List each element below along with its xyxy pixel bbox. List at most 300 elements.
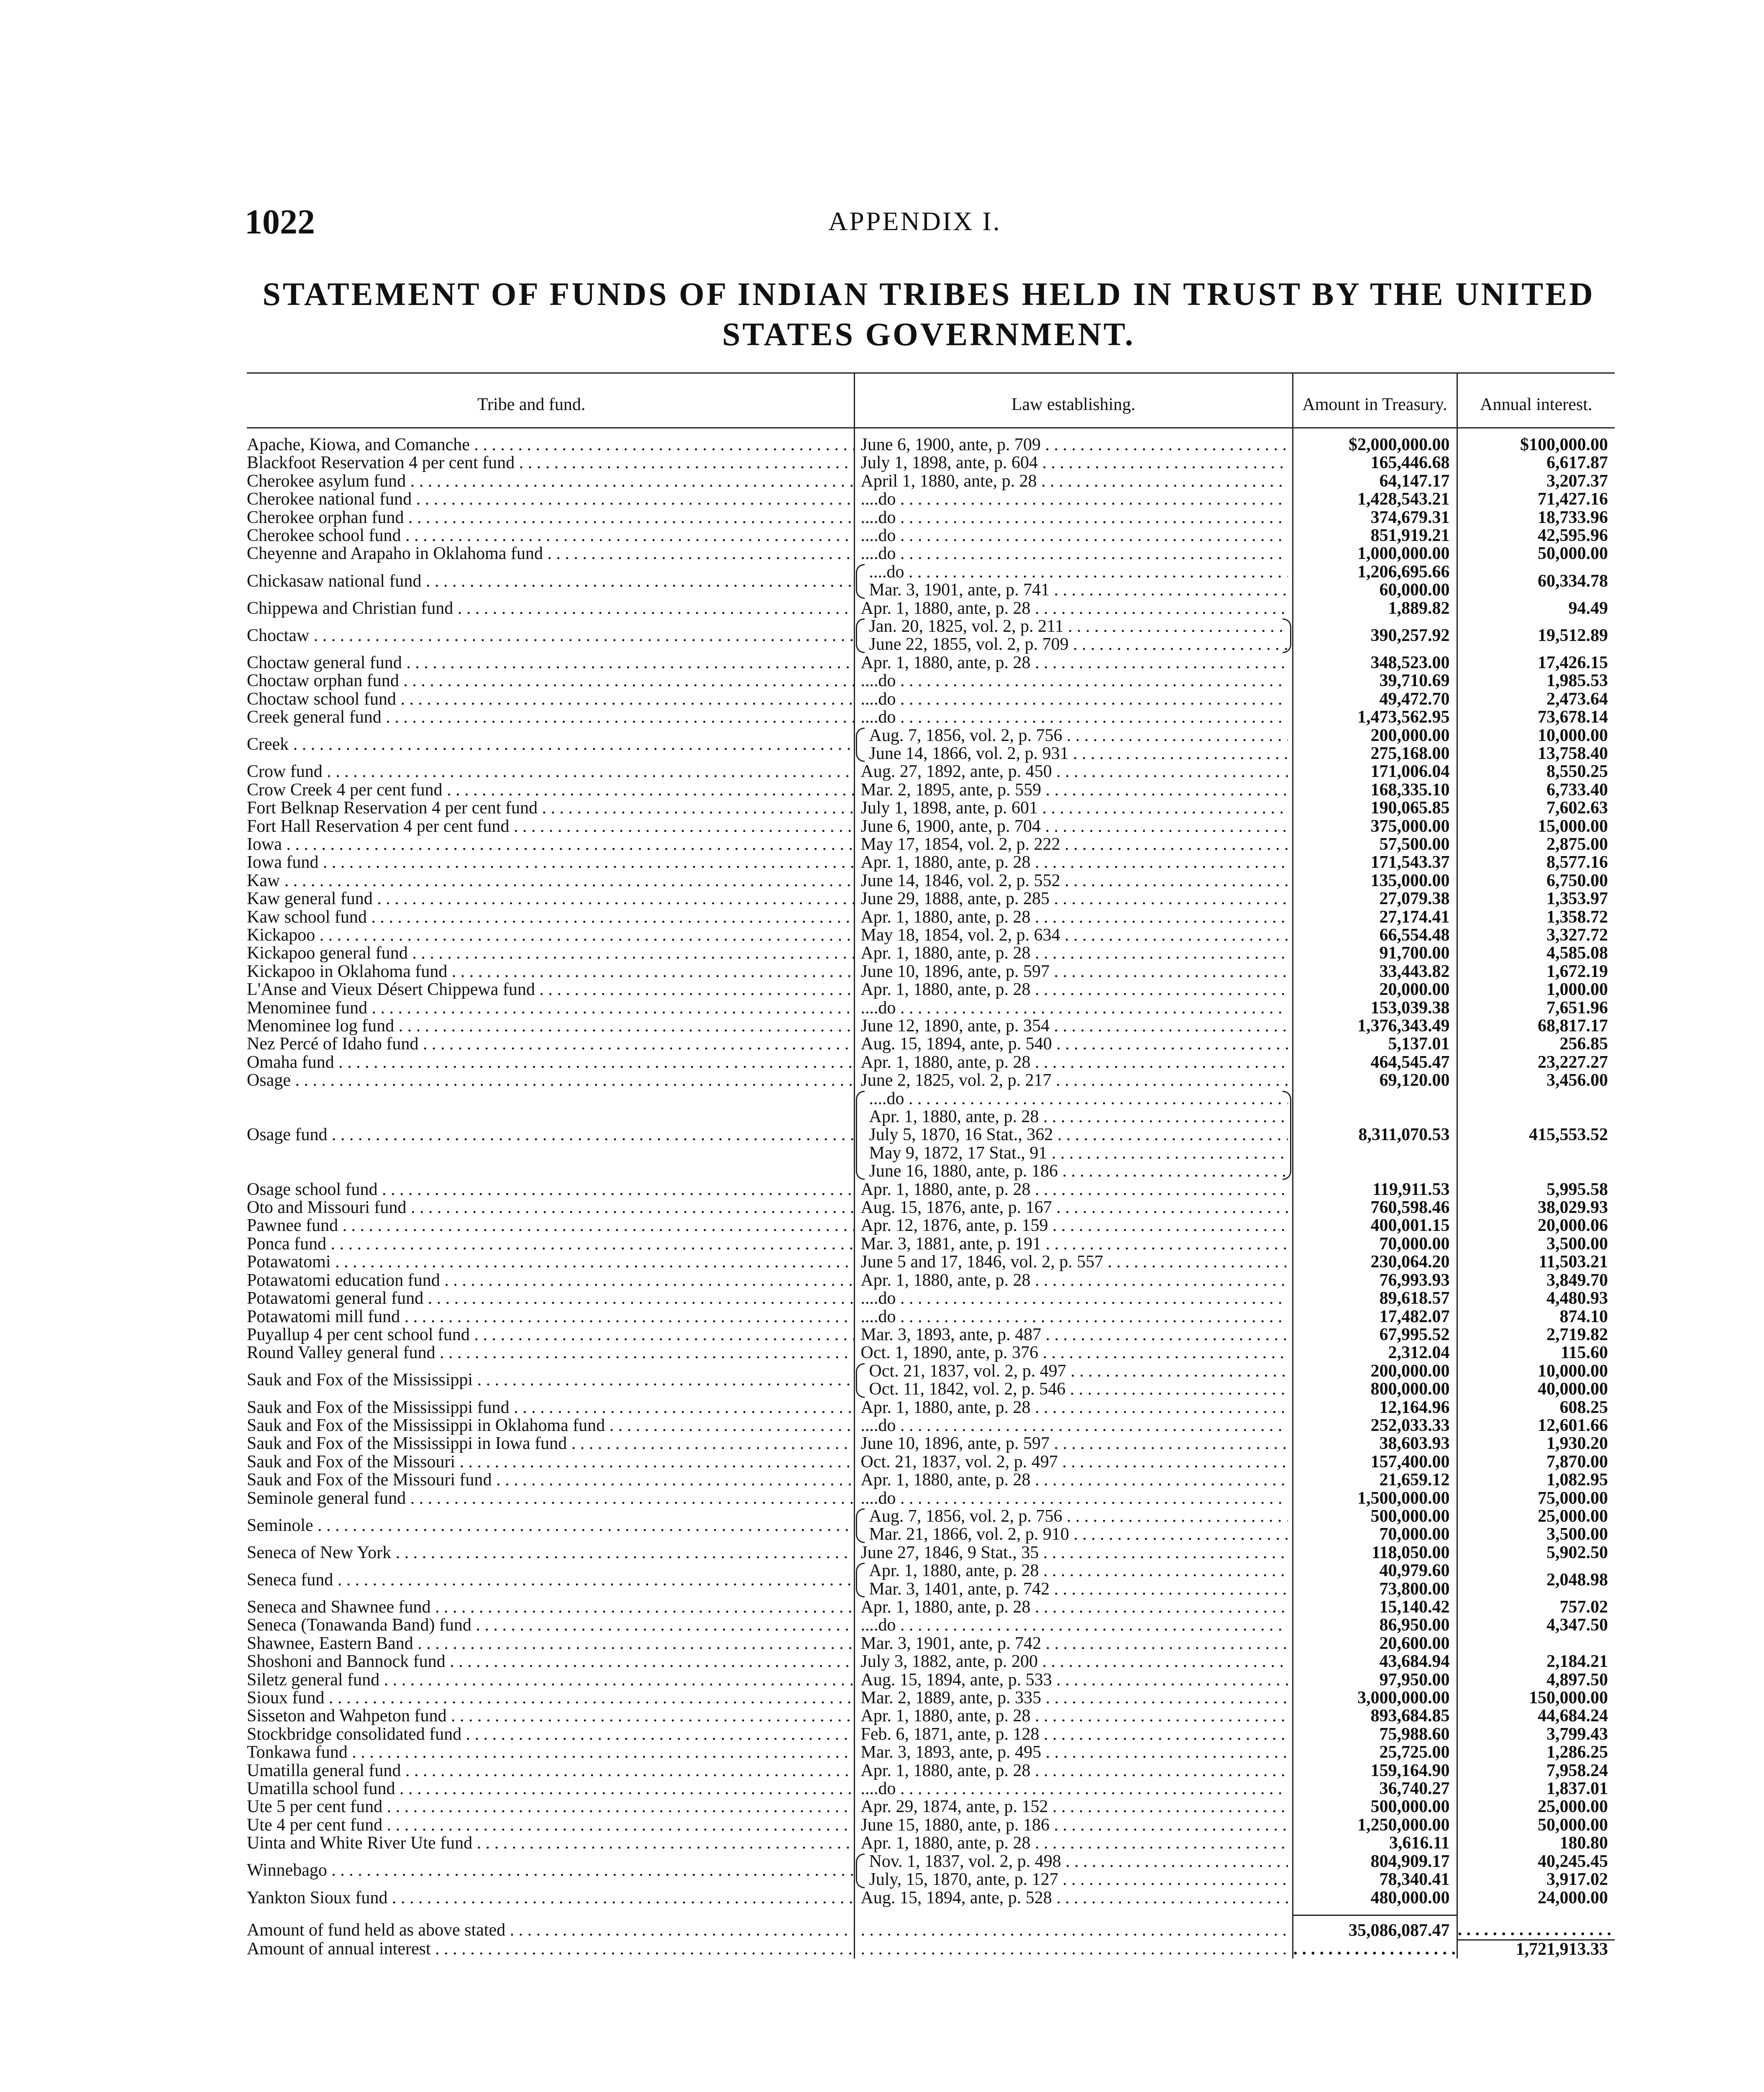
annual-interest: 8,577.16: [1457, 854, 1615, 872]
law-citation: Aug. 15, 1876, ante, p. 167 . . .: [861, 1199, 1288, 1217]
law-citation: ....do . . .: [861, 1490, 1288, 1507]
law-cell: [854, 981, 1293, 999]
law-citation: Apr. 1, 1880, ante, p. 28 . . .: [861, 1399, 1288, 1417]
law-citation: July 3, 1882, ante, p. 200 . . .: [861, 1653, 1288, 1671]
annual-interest: 3,799.43: [1457, 1725, 1615, 1743]
table-row: [247, 1635, 1615, 1653]
tribe-name: Kaw school fund . . .: [247, 908, 854, 926]
annual-interest: 1,358.72: [1457, 908, 1615, 926]
annual-interest: 608.25: [1457, 1399, 1615, 1417]
law-citation: June 27, 1846, 9 Stat., 35 . . .: [861, 1544, 1288, 1562]
law-citation: June 6, 1900, ante, p. 709 . . .: [861, 436, 1288, 454]
table-row: [247, 1253, 1615, 1271]
annual-interest: 4,347.50: [1457, 1616, 1615, 1634]
law-cell: [854, 527, 1293, 545]
amount-in-treasury: 86,950.00: [1293, 1616, 1457, 1634]
law-cell: [854, 1671, 1293, 1689]
law-cell: [854, 454, 1293, 472]
tribe-name: Seneca and Shawnee fund . . .: [247, 1598, 854, 1616]
annual-interest: 1,082.95: [1457, 1471, 1615, 1489]
law-cell: [854, 1217, 1293, 1235]
amount-in-treasury: 3,000,000.00: [1293, 1689, 1457, 1707]
annual-interest: 180.80: [1457, 1834, 1615, 1852]
page-title: STATEMENT OF FUNDS OF INDIAN TRIBES HELD IN TRUST BY THE UNITED STATES GOVERNMENT.: [262, 276, 1595, 352]
annual-interest: 6,733.40: [1457, 781, 1615, 799]
law-citation: Apr. 1, 1880, ante, p. 28 . . .: [861, 1181, 1288, 1199]
table-row: [247, 1181, 1615, 1199]
amount-in-treasury: 190,065.85: [1293, 799, 1457, 817]
amount-in-treasury: 1,206,695.66 60,000.00: [1293, 563, 1457, 600]
law-citation: Apr. 1, 1880, ante, p. 28 . . .: [861, 1834, 1288, 1852]
table-header-row: [247, 373, 1615, 428]
law-cell: [854, 1017, 1293, 1035]
law-citation: ....do . . .: [861, 708, 1288, 726]
table-row: [247, 781, 1615, 799]
annual-interest: 3,327.72: [1457, 926, 1615, 944]
total-held-label: Amount of fund held as above stated . . .: [247, 1915, 854, 1940]
table-row: [247, 727, 1615, 763]
tribe-name: Kickapoo . . .: [247, 926, 854, 944]
law-cell: [854, 1453, 1293, 1471]
annual-interest: 2,875.00: [1457, 836, 1615, 854]
col-header-law: Law establishing.: [854, 373, 1293, 428]
law-cell: [854, 1054, 1293, 1072]
annual-interest: 1,353.97: [1457, 890, 1615, 908]
table-row: [247, 799, 1615, 817]
table-row: [247, 1344, 1615, 1362]
tribe-name: Choctaw . . .: [247, 618, 854, 654]
amount-in-treasury: 17,482.07: [1293, 1308, 1457, 1326]
law-cell: [854, 799, 1293, 817]
law-cell: [854, 1290, 1293, 1308]
law-citation: June 14, 1846, vol. 2, p. 552 . . .: [861, 872, 1288, 890]
law-citation: Apr. 1, 1880, ante, p. 28 . . .: [861, 1272, 1288, 1290]
annual-interest: 4,480.93: [1457, 1290, 1615, 1308]
tribe-name: Seneca of New York . . .: [247, 1544, 854, 1562]
brace-left: [856, 564, 865, 599]
amount-in-treasury: 27,079.38: [1293, 890, 1457, 908]
law-citation: Mar. 3, 1901, ante, p. 742 . . .: [861, 1635, 1288, 1653]
amount-in-treasury: 40,979.60 73,800.00: [1293, 1562, 1457, 1598]
header-spacer: [247, 428, 1615, 436]
law-citation: Nov. 1, 1837, vol. 2, p. 498 . . .: [861, 1853, 1288, 1871]
law-citation: Apr. 1, 1880, ante, p. 28 . . .: [861, 1762, 1288, 1780]
tribe-name: Seminole general fund . . .: [247, 1490, 854, 1507]
annual-interest: 4,897.50: [1457, 1671, 1615, 1689]
amount-in-treasury: 893,684.85: [1293, 1707, 1457, 1725]
tribe-name: Menominee log fund . . .: [247, 1017, 854, 1035]
law-cell: [854, 1181, 1293, 1199]
law-citation: Aug. 15, 1894, ante, p. 540 . . .: [861, 1035, 1288, 1053]
law-citation: ....do . . .: [861, 509, 1288, 527]
annual-interest: 115.60: [1457, 1344, 1615, 1362]
law-citation: Mar. 3, 1881, ante, p. 191 . . .: [861, 1235, 1288, 1253]
brace-left: [856, 1508, 865, 1543]
law-cell: [854, 1507, 1293, 1544]
law-cell: [854, 1743, 1293, 1761]
table-row: [247, 1417, 1615, 1435]
law-citation: Apr. 1, 1880, ante, p. 28 . . .: [861, 654, 1288, 672]
amount-in-treasury: 375,000.00: [1293, 818, 1457, 836]
tribe-name: Cherokee asylum fund . . .: [247, 472, 854, 490]
tribe-name: Sauk and Fox of the Mississippi in Iowa fund . . .: [247, 1435, 854, 1453]
table-row: [247, 1362, 1615, 1399]
law-cell: [854, 1235, 1293, 1253]
annual-interest: 757.02: [1457, 1598, 1615, 1616]
annual-interest: 10,000.00 40,000.00: [1457, 1362, 1615, 1399]
amount-in-treasury: 851,919.21: [1293, 527, 1457, 545]
annual-interest: 17,426.15: [1457, 654, 1615, 672]
law-cell: [854, 999, 1293, 1017]
tribe-name: Ponca fund . . .: [247, 1235, 854, 1253]
amount-in-treasury: 168,335.10: [1293, 781, 1457, 799]
table-row: [247, 1090, 1615, 1181]
law-citation: ....do . . .: [861, 545, 1288, 563]
amount-in-treasury: 67,995.52: [1293, 1326, 1457, 1344]
tribe-name: Uinta and White River Ute fund . . .: [247, 1834, 854, 1852]
total-interest-row: [247, 1940, 1615, 1959]
law-cell: [854, 1544, 1293, 1562]
amount-in-treasury: 75,988.60: [1293, 1725, 1457, 1743]
tribe-name: Creek general fund . . .: [247, 708, 854, 726]
amount-in-treasury: 159,164.90: [1293, 1762, 1457, 1780]
law-cell: [854, 1889, 1293, 1907]
amount-in-treasury: 64,147.17: [1293, 472, 1457, 490]
annual-interest: $100,000.00: [1457, 436, 1615, 454]
law-citation: Aug. 15, 1894, ante, p. 528 . . .: [861, 1889, 1288, 1907]
table-row: [247, 1471, 1615, 1489]
tribe-name: Yankton Sioux fund . . .: [247, 1889, 854, 1907]
law-citation: Apr. 1, 1880, ante, p. 28 . . .: [861, 1562, 1288, 1580]
law-citation: Apr. 1, 1880, ante, p. 28 . . .: [861, 854, 1288, 872]
annual-interest: 4,585.08: [1457, 944, 1615, 962]
law-cell: [854, 1816, 1293, 1834]
law-citation: Apr. 1, 1880, ante, p. 28 . . .: [861, 1108, 1288, 1126]
tribe-name: Kickapoo in Oklahoma fund . . .: [247, 963, 854, 981]
annual-interest: 44,684.24: [1457, 1707, 1615, 1725]
law-citation: June 10, 1896, ante, p. 597 . . .: [861, 963, 1288, 981]
law-citation: Aug. 7, 1856, vol. 2, p. 756 . . .: [861, 1507, 1288, 1525]
law-cell: [854, 1362, 1293, 1399]
annual-interest: 18,733.96: [1457, 509, 1615, 527]
table-row: [247, 1725, 1615, 1743]
law-cell: [854, 708, 1293, 726]
table-row: [247, 1272, 1615, 1290]
annual-interest: 94.49: [1457, 600, 1615, 618]
law-citation: Mar. 21, 1866, vol. 2, p. 910 . . .: [861, 1525, 1288, 1543]
tribe-name: Ute 5 per cent fund . . .: [247, 1798, 854, 1816]
law-cell: [854, 1399, 1293, 1417]
law-cell: [854, 1689, 1293, 1707]
annual-interest: 1,837.01: [1457, 1780, 1615, 1798]
law-citation: July 5, 1870, 16 Stat., 362 . . .: [861, 1126, 1288, 1144]
total-interest-amount-blank: [1293, 1940, 1457, 1959]
brace-left: [856, 1363, 865, 1398]
tribe-name: Choctaw school fund . . .: [247, 690, 854, 708]
tribe-name: Osage fund . . .: [247, 1090, 854, 1181]
law-cell: [854, 690, 1293, 708]
law-cell: [854, 1253, 1293, 1271]
amount-in-treasury: 348,523.00: [1293, 654, 1457, 672]
amount-in-treasury: 165,446.68: [1293, 454, 1457, 472]
tribe-name: Round Valley general fund . . .: [247, 1344, 854, 1362]
law-cell: [854, 908, 1293, 926]
tribe-name: Menominee fund . . .: [247, 999, 854, 1017]
amount-in-treasury: 390,257.92: [1293, 618, 1457, 654]
amount-in-treasury: 27,174.41: [1293, 908, 1457, 926]
tribe-name: Cheyenne and Arapaho in Oklahoma fund . . .: [247, 545, 854, 563]
law-cell: [854, 1798, 1293, 1816]
amount-in-treasury: 3,616.11: [1293, 1834, 1457, 1852]
total-held-row: [247, 1915, 1615, 1940]
amount-in-treasury: 200,000.00 275,168.00: [1293, 727, 1457, 763]
funds-table: [247, 372, 1615, 1959]
brace-left: [856, 1091, 865, 1180]
annual-interest: 40,245.45 3,917.02: [1457, 1853, 1615, 1889]
table-row: [247, 1290, 1615, 1308]
annual-interest: 50,000.00: [1457, 1816, 1615, 1834]
law-citation: Mar. 3, 1893, ante, p. 487 . . .: [861, 1326, 1288, 1344]
amount-in-treasury: 2,312.04: [1293, 1344, 1457, 1362]
law-cell: [854, 1308, 1293, 1326]
tribe-name: Sauk and Fox of the Missouri . . .: [247, 1453, 854, 1471]
amount-in-treasury: 153,039.38: [1293, 999, 1457, 1017]
annual-interest: 38,029.93: [1457, 1199, 1615, 1217]
tribe-name: Oto and Missouri fund . . .: [247, 1199, 854, 1217]
amount-in-treasury: 200,000.00 800,000.00: [1293, 1362, 1457, 1399]
tribe-name: Ute 4 per cent fund . . .: [247, 1816, 854, 1834]
table-row: [247, 890, 1615, 908]
annual-interest: 3,500.00: [1457, 1235, 1615, 1253]
amount-in-treasury: 500,000.00 70,000.00: [1293, 1507, 1457, 1544]
law-cell: [854, 1725, 1293, 1743]
table-row: [247, 1689, 1615, 1707]
law-citation: ....do . . .: [861, 1090, 1288, 1108]
law-citation: ....do . . .: [861, 527, 1288, 545]
brace-right: [1283, 1091, 1291, 1180]
amount-in-treasury: 8,311,070.53: [1293, 1090, 1457, 1181]
amount-in-treasury: 1,500,000.00: [1293, 1490, 1457, 1507]
annual-interest: 71,427.16: [1457, 490, 1615, 508]
law-citation: ....do . . .: [861, 1290, 1288, 1308]
table-row: [247, 1217, 1615, 1235]
annual-interest: 150,000.00: [1457, 1689, 1615, 1707]
table-row: [247, 1072, 1615, 1090]
amount-in-treasury: 252,033.33: [1293, 1417, 1457, 1435]
table-row: [247, 1326, 1615, 1344]
annual-interest: 1,930.20: [1457, 1435, 1615, 1453]
annual-interest: 2,048.98: [1457, 1562, 1615, 1598]
law-cell: [854, 1344, 1293, 1362]
table-row: [247, 1743, 1615, 1761]
amount-in-treasury: 135,000.00: [1293, 872, 1457, 890]
col-header-amount: Amount in Treasury.: [1293, 373, 1457, 428]
amount-in-treasury: 171,006.04: [1293, 763, 1457, 781]
annual-interest: 15,000.00: [1457, 818, 1615, 836]
table-row: [247, 472, 1615, 490]
law-citation: ....do . . .: [861, 672, 1288, 690]
annual-interest: 7,870.00: [1457, 1453, 1615, 1471]
law-citation: Apr. 1, 1880, ante, p. 28 . . .: [861, 1707, 1288, 1725]
law-citation: ....do . . .: [861, 1616, 1288, 1634]
amount-in-treasury: 5,137.01: [1293, 1035, 1457, 1053]
table-row: [247, 618, 1615, 654]
law-citation: June 29, 1888, ante, p. 285 . . .: [861, 890, 1288, 908]
amount-in-treasury: 57,500.00: [1293, 836, 1457, 854]
law-citation: July 1, 1898, ante, p. 604 . . .: [861, 454, 1288, 472]
tribe-name: Seminole . . .: [247, 1507, 854, 1544]
amount-in-treasury: 118,050.00: [1293, 1544, 1457, 1562]
law-citation: Apr. 1, 1880, ante, p. 28 . . .: [861, 944, 1288, 962]
annual-interest: 60,334.78: [1457, 563, 1615, 600]
table-row: [247, 763, 1615, 781]
tribe-name: L'Anse and Vieux Désert Chippewa fund . . .: [247, 981, 854, 999]
amount-in-treasury: 119,911.53: [1293, 1181, 1457, 1199]
tribe-name: Cherokee orphan fund . . .: [247, 509, 854, 527]
tribe-name: Fort Hall Reservation 4 per cent fund . . .: [247, 818, 854, 836]
law-cell: [854, 926, 1293, 944]
tribe-name: Kaw . . .: [247, 872, 854, 890]
law-citation: May 18, 1854, vol. 2, p. 634 . . .: [861, 926, 1288, 944]
law-citation: May 9, 1872, 17 Stat., 91 . . .: [861, 1144, 1288, 1162]
law-citation: June 12, 1890, ante, p. 354 . . .: [861, 1017, 1288, 1035]
annual-interest: 7,958.24: [1457, 1762, 1615, 1780]
annual-interest: 42,595.96: [1457, 527, 1615, 545]
law-citation: Apr. 1, 1880, ante, p. 28 . . .: [861, 1598, 1288, 1616]
tribe-name: Apache, Kiowa, and Comanche . . .: [247, 436, 854, 454]
annual-interest: 7,602.63: [1457, 799, 1615, 817]
total-interest-law: [854, 1940, 1293, 1959]
total-held-interest: [1457, 1915, 1615, 1940]
table-row: [247, 563, 1615, 600]
tribe-name: Shawnee, Eastern Band . . .: [247, 1635, 854, 1653]
law-cell: [854, 1417, 1293, 1435]
law-cell: [854, 1562, 1293, 1598]
table-row: [247, 654, 1615, 672]
table-row: [247, 454, 1615, 472]
table-row: [247, 999, 1615, 1017]
table-row: [247, 854, 1615, 872]
law-cell: [854, 854, 1293, 872]
law-cell: [854, 1598, 1293, 1616]
law-citation: ....do . . .: [861, 563, 1288, 581]
law-citation: Mar. 3, 1893, ante, p. 495 . . .: [861, 1743, 1288, 1761]
law-cell: [854, 600, 1293, 618]
law-cell: [854, 490, 1293, 508]
law-citation: ....do . . .: [861, 690, 1288, 708]
table-row: [247, 1598, 1615, 1616]
brace-left: [856, 728, 865, 762]
amount-in-treasury: 21,659.12: [1293, 1471, 1457, 1489]
annual-interest: 5,902.50: [1457, 1544, 1615, 1562]
tribe-name: Chippewa and Christian fund . . .: [247, 600, 854, 618]
brace-left: [856, 1563, 865, 1597]
law-cell: [854, 1653, 1293, 1671]
annual-interest: 75,000.00: [1457, 1490, 1615, 1507]
law-citation: Mar. 3, 1901, ante, p. 741 . . .: [861, 581, 1288, 599]
amount-in-treasury: 1,376,343.49: [1293, 1017, 1457, 1035]
table-row: [247, 818, 1615, 836]
law-citation: Apr. 1, 1880, ante, p. 28 . . .: [861, 1471, 1288, 1489]
brace-left: [856, 618, 865, 653]
tribe-name: Sauk and Fox of the Mississippi in Oklahoma fund . . .: [247, 1417, 854, 1435]
table-row: [247, 836, 1615, 854]
tribe-name: Puyallup 4 per cent school fund . . .: [247, 1326, 854, 1344]
tribe-name: Blackfoot Reservation 4 per cent fund . . .: [247, 454, 854, 472]
table-row: [247, 1507, 1615, 1544]
table-row: [247, 963, 1615, 981]
tribe-name: Cherokee school fund . . .: [247, 527, 854, 545]
table-row: [247, 509, 1615, 527]
annual-interest: 7,651.96: [1457, 999, 1615, 1017]
amount-in-treasury: 43,684.94: [1293, 1653, 1457, 1671]
law-cell: [854, 1635, 1293, 1653]
annual-interest: 6,617.87: [1457, 454, 1615, 472]
amount-in-treasury: 1,473,562.95: [1293, 708, 1457, 726]
table-row: [247, 1435, 1615, 1453]
tribe-name: Fort Belknap Reservation 4 per cent fund . . .: [247, 799, 854, 817]
tribe-name: Winnebago . . .: [247, 1853, 854, 1889]
tribe-name: Iowa fund . . .: [247, 854, 854, 872]
annual-interest: 2,719.82: [1457, 1326, 1615, 1344]
law-citation: July, 15, 1870, ante, p. 127 . . .: [861, 1871, 1288, 1889]
amount-in-treasury: 66,554.48: [1293, 926, 1457, 944]
annual-interest: 1,286.25: [1457, 1743, 1615, 1761]
law-cell: [854, 944, 1293, 962]
amount-in-treasury: 374,679.31: [1293, 509, 1457, 527]
tribe-name: Seneca (Tonawanda Band) fund . . .: [247, 1616, 854, 1634]
tribe-name: Sauk and Fox of the Mississippi . . .: [247, 1362, 854, 1399]
tribe-name: Tonkawa fund . . .: [247, 1743, 854, 1761]
law-citation: ....do . . .: [861, 1308, 1288, 1326]
law-cell: [854, 963, 1293, 981]
law-cell: [854, 1471, 1293, 1489]
total-held-amount: 35,086,087.47: [1293, 1915, 1457, 1940]
annual-interest: 73,678.14: [1457, 708, 1615, 726]
law-citation: Apr. 1, 1880, ante, p. 28 . . .: [861, 981, 1288, 999]
annual-interest: 2,184.21: [1457, 1653, 1615, 1671]
tribe-name: Potawatomi general fund . . .: [247, 1290, 854, 1308]
tribe-name: Kaw general fund . . .: [247, 890, 854, 908]
annual-interest: 415,553.52: [1457, 1090, 1615, 1181]
amount-in-treasury: 70,000.00: [1293, 1235, 1457, 1253]
amount-in-treasury: 1,000,000.00: [1293, 545, 1457, 563]
table-row: [247, 1017, 1615, 1035]
law-citation: Apr. 1, 1880, ante, p. 28 . . .: [861, 908, 1288, 926]
law-citation: May 17, 1854, vol. 2, p. 222 . . .: [861, 836, 1288, 854]
law-citation: June 15, 1880, ante, p. 186 . . .: [861, 1816, 1288, 1834]
table-row: [247, 1616, 1615, 1634]
tribe-name: Sioux fund . . .: [247, 1689, 854, 1707]
table-row: [247, 1490, 1615, 1507]
table-row: [247, 872, 1615, 890]
table-row: [247, 926, 1615, 944]
amount-in-treasury: 804,909.17 78,340.41: [1293, 1853, 1457, 1889]
table-row: [247, 944, 1615, 962]
table-row: [247, 1707, 1615, 1725]
law-cell: [854, 727, 1293, 763]
totals: [247, 1907, 1615, 1959]
table-row: [247, 436, 1615, 454]
annual-interest: [1457, 1635, 1615, 1653]
amount-in-treasury: 480,000.00: [1293, 1889, 1457, 1907]
annual-interest: 1,000.00: [1457, 981, 1615, 999]
annual-interest: 23,227.27: [1457, 1054, 1615, 1072]
annual-interest: 24,000.00: [1457, 1889, 1615, 1907]
law-cell: [854, 545, 1293, 563]
table-row: [247, 1399, 1615, 1417]
tribe-name: Choctaw orphan fund . . .: [247, 672, 854, 690]
